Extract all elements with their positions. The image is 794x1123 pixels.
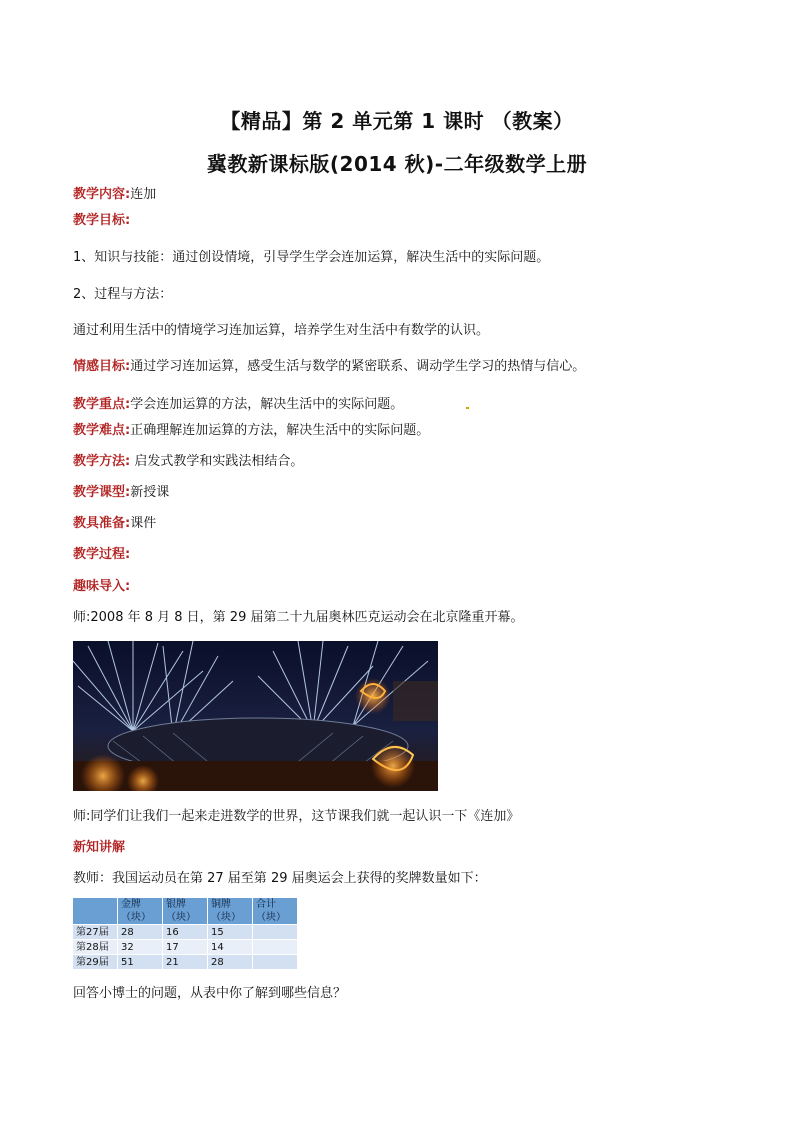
- intro-after-photo-line: 师:同学们让我们一起来走进数学的世界，这节课我们就一起认识一下《连加》: [73, 809, 520, 824]
- method-text: 启发式教学和实践法相结合。: [130, 454, 304, 469]
- content-row: [73, 186, 156, 204]
- goals-label: 教学目标:: [73, 213, 131, 228]
- medal-table-header-bronze: 铜牌 （块）: [208, 898, 253, 925]
- row-silver: 16: [163, 925, 208, 940]
- goals-row: [73, 212, 130, 230]
- new-knowledge-label: 新知讲解: [73, 840, 126, 855]
- row-name: 第28届: [73, 940, 118, 955]
- lesson-type-row: [73, 484, 169, 502]
- tools-label: 教具准备:: [73, 516, 131, 531]
- intro-row: [73, 578, 130, 596]
- document-title-line2: 冀教新课标版(2014 秋)-二年级数学上册: [206, 152, 588, 176]
- medal-table: [73, 898, 298, 970]
- document-title-line1: 【精品】第 2 单元第 1 课时 （教案）: [220, 109, 574, 133]
- difficulty-text: 正确理解连加运算的方法，解决生活中的实际问题。: [130, 423, 430, 438]
- new-knowledge-teacher-line: 教师：我国运动员在第 27 届至第 29 届奥运会上获得的奖牌数量如下：: [73, 871, 487, 886]
- method-row: [73, 453, 303, 471]
- process-label: 教学过程:: [73, 547, 131, 562]
- goal-item-2-text: 通过利用生活中的情境学习连加运算，培养学生对生活中有数学的认识。: [73, 323, 490, 338]
- row-bronze: 15: [208, 925, 253, 940]
- tools-text: 课件: [130, 516, 157, 531]
- table-row: [73, 940, 298, 955]
- row-gold: 32: [118, 940, 163, 955]
- content-text: 连加: [130, 187, 157, 202]
- difficulty-label: 教学难点:: [73, 423, 131, 438]
- row-bronze: 28: [208, 955, 253, 970]
- key-point-label: 教学重点:: [73, 397, 131, 412]
- intro-label: 趣味导入:: [73, 579, 131, 594]
- olympics-fireworks-photo: [73, 641, 438, 791]
- medal-table-header-gold: 金牌 （块）: [118, 898, 163, 925]
- row-total: [253, 925, 298, 940]
- emotion-row: [73, 358, 585, 376]
- emotion-text: 通过学习连加运算，感受生活与数学的紧密联系、调动学生学习的热情与信心。: [130, 359, 586, 374]
- method-label: 教学方法:: [73, 454, 131, 469]
- stray-mark: [466, 407, 469, 409]
- lesson-type-text: 新授课: [130, 485, 170, 500]
- row-gold: 28: [118, 925, 163, 940]
- table-row: [73, 925, 298, 940]
- medal-table-header-blank: [73, 898, 118, 925]
- table-row: [73, 955, 298, 970]
- medal-table-header-row: [73, 898, 298, 925]
- row-total: [253, 940, 298, 955]
- row-name: 第27届: [73, 925, 118, 940]
- content-label: 教学内容:: [73, 187, 131, 202]
- tools-row: [73, 515, 156, 533]
- row-total: [253, 955, 298, 970]
- row-gold: 51: [118, 955, 163, 970]
- row-silver: 17: [163, 940, 208, 955]
- process-row: [73, 546, 130, 564]
- key-point-row: [73, 396, 403, 414]
- row-name: 第29届: [73, 955, 118, 970]
- row-bronze: 14: [208, 940, 253, 955]
- intro-teacher-line: 师:2008 年 8 月 8 日，第 29 届第二十九届奥林匹克运动会在北京隆重开幕。: [73, 610, 524, 625]
- lesson-type-label: 教学课型:: [73, 485, 131, 500]
- medal-table-header-silver: 银牌 （块）: [163, 898, 208, 925]
- emotion-label: 情感目标:: [73, 359, 131, 374]
- goal-item-1: 1、知识与技能：通过创设情境，引导学生学会连加运算，解决生活中的实际问题。: [73, 250, 550, 265]
- new-knowledge-row: [73, 839, 125, 857]
- medal-table-header-total: 合计 （块）: [253, 898, 298, 925]
- goal-item-2: 2、过程与方法：: [73, 287, 173, 302]
- question-line: 回答小博士的问题，从表中你了解到哪些信息？: [73, 986, 347, 1001]
- key-point-text: 学会连加运算的方法，解决生活中的实际问题。: [130, 397, 404, 412]
- difficulty-row: [73, 422, 429, 440]
- row-silver: 21: [163, 955, 208, 970]
